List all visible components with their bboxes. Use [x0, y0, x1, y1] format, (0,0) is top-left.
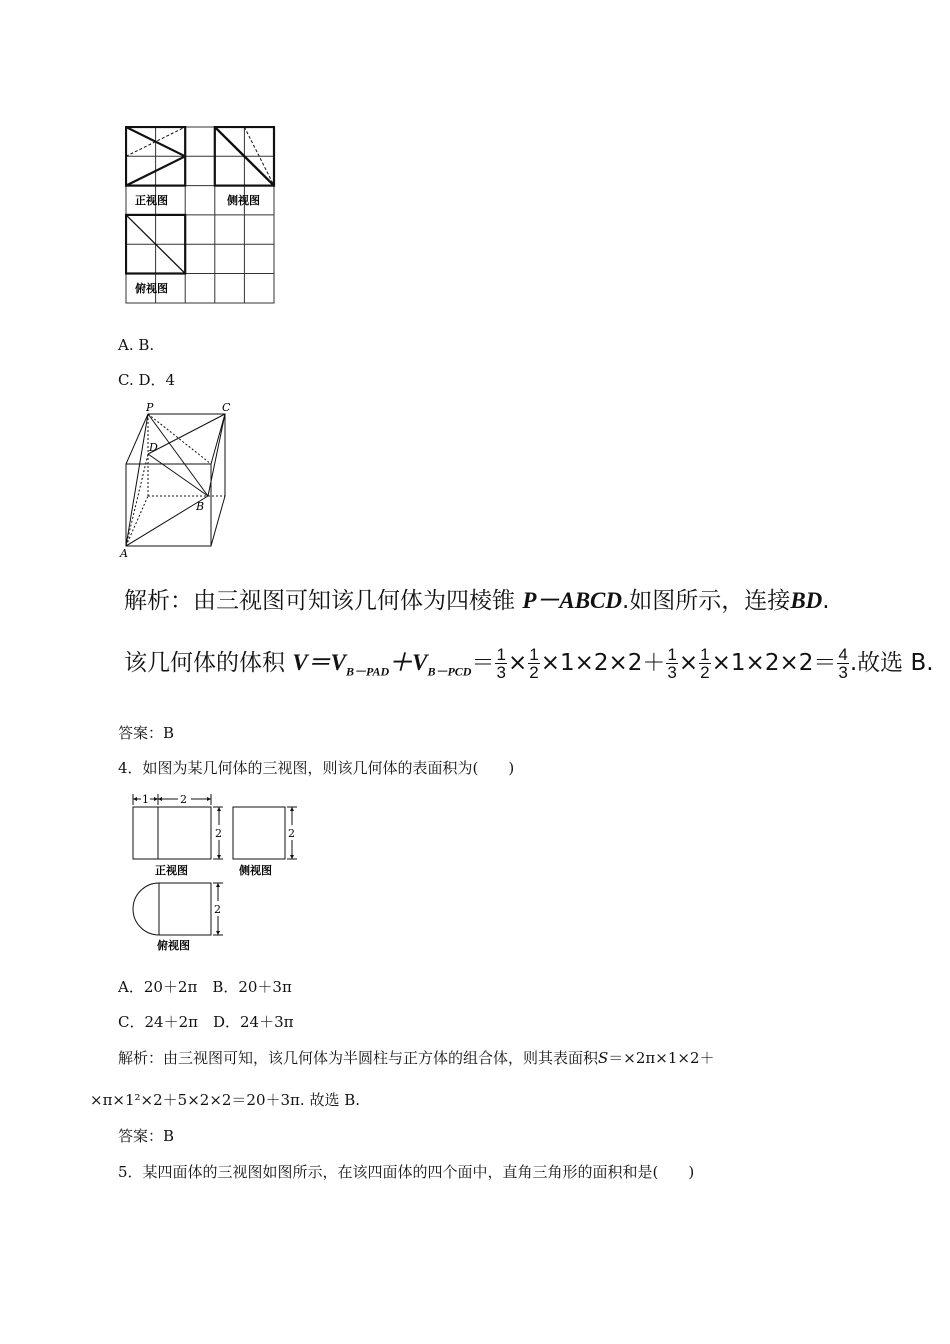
- fraction-one-half-2: $\frac{1}{2}$: [700, 645, 710, 682]
- q3-cube-diagram: [118, 400, 238, 560]
- fraction-one-third: $\frac{1}{3}$: [496, 645, 506, 682]
- fraction-one-half: $\frac{1}{2}$: [529, 645, 539, 682]
- q4-side-label: 侧视图: [239, 864, 272, 877]
- analysis-text-b: .如图所示，连接: [622, 588, 791, 614]
- segment-bd: BD: [790, 588, 823, 613]
- dim-h-side: 2: [288, 827, 295, 840]
- product-2: ×1×2×2＝: [711, 650, 837, 676]
- q4-analysis-expr: ＝×2π×1×2＋: [608, 1049, 715, 1067]
- q4-analysis-text: 解析：由三视图可知，该几何体为半圆柱与正方体的组合体，则其表面积: [118, 1049, 599, 1067]
- period: .: [822, 588, 830, 614]
- label-D: D: [149, 441, 158, 454]
- choose-b: .故选 B.: [849, 650, 934, 676]
- dim-h-front: 2: [215, 827, 222, 840]
- side-view-label: 侧视图: [227, 194, 260, 207]
- q4-analysis-line2: ×π×1²×2＋5×2×2＝20＋3π. 故选 B.: [90, 1091, 361, 1109]
- label-P: P: [146, 401, 154, 414]
- dim-2: 2: [180, 793, 187, 806]
- volume-text: 该几何体的体积: [124, 650, 285, 676]
- label-A: A: [120, 547, 128, 560]
- q4-analysis-line1: [118, 1048, 715, 1068]
- q4-top-label: 俯视图: [157, 939, 190, 952]
- fraction-four-thirds: $\frac{4}{3}$: [838, 645, 848, 682]
- sub-bpad: B－PAD: [346, 664, 390, 679]
- label-C: C: [222, 401, 231, 414]
- q3-analysis-line1: [124, 586, 830, 616]
- q3-three-view-grid: [125, 126, 277, 306]
- q4-answer: 答案：B: [118, 1127, 175, 1145]
- dim-h-top: 2: [214, 903, 221, 916]
- sub-bpcd: B－PCD: [427, 664, 472, 679]
- times: ×: [507, 650, 528, 676]
- top-view-label: 俯视图: [135, 282, 168, 295]
- eq2: ＝: [471, 650, 495, 676]
- q3-options-line1: A. B.: [118, 336, 155, 354]
- front-view-label: 正视图: [135, 194, 168, 207]
- q4-front-label: 正视图: [155, 864, 188, 877]
- label-B: B: [196, 500, 205, 513]
- q3-answer: 答案：B: [118, 724, 175, 742]
- q5-stem: 5．某四面体的三视图如图所示，在该四面体的四个面中，直角三角形的面积和是( ): [118, 1163, 695, 1181]
- q4-options-line2: C．24＋2π D．24＋3π: [118, 1013, 294, 1031]
- q3-options-line2: C. D．4: [118, 371, 176, 389]
- q4-options-line1: A．20＋2π B．20＋3π: [118, 978, 292, 996]
- q3-analysis-line2: [124, 646, 934, 687]
- volume-symbol: V: [292, 650, 308, 675]
- q4-three-view-figure: [125, 792, 310, 954]
- product-1: ×1×2×2＋: [540, 650, 666, 676]
- area-symbol: S: [598, 1049, 609, 1067]
- plus-v2: ＋V: [389, 650, 428, 675]
- analysis-text: 解析：由三视图可知该几何体为四棱锥: [124, 588, 515, 614]
- fraction-one-third-2: $\frac{1}{3}$: [667, 645, 677, 682]
- eq-v1: ＝V: [307, 650, 346, 675]
- pyramid-name: P－ABCD: [522, 588, 622, 613]
- dim-1: 1: [142, 793, 149, 806]
- q4-stem: 4．如图为某几何体的三视图，则该几何体的表面积为( ): [118, 759, 515, 777]
- times-2: ×: [678, 650, 699, 676]
